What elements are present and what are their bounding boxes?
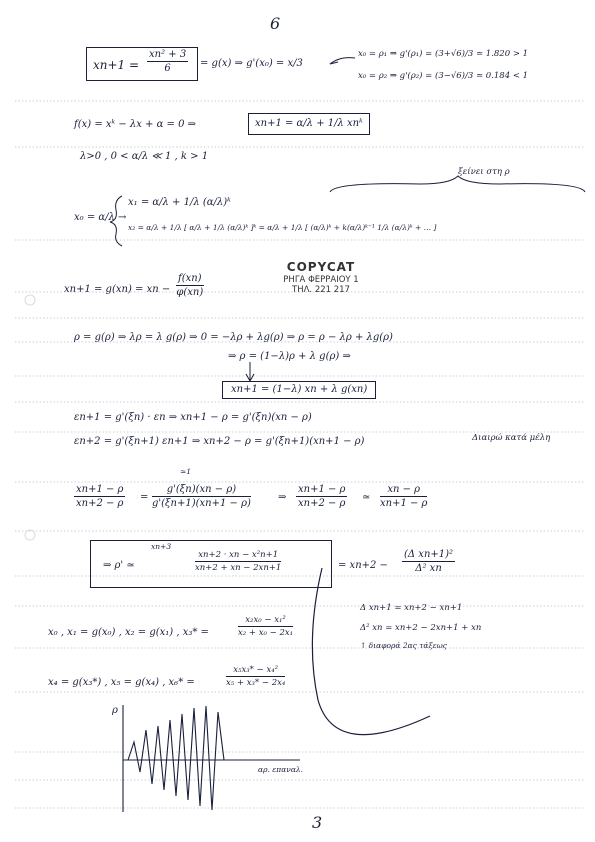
eq-x1: x₁ = α/λ + 1/λ (α/λ)ᵏ [128,197,231,208]
eq-x6-num: x₅x₃* − x₄² [226,666,285,677]
ratio-eq: = [140,492,149,503]
ratio-1-den: xn+2 − ρ [76,498,124,509]
delta-note: ↑ διαφορά 2ας τάξεως [360,641,447,650]
aitken-fraction [195,551,281,572]
approx-one: ≃1 [180,467,192,476]
eq-fx: f(x) = xᵏ − λx + α = 0 ⇒ [74,119,197,130]
eq-relaxation: ⇒ ρ = (1−λ)ρ + λ g(ρ) ⇒ [228,351,351,362]
root-rho2: x₀ = ρ₂ ⇒ g'(ρ₂) = (3−√6)/3 ≃ 0.184 < 1 [358,71,529,81]
eq-x6-star-fraction [226,666,285,687]
eq-x3-den: x₂ + x₀ − 2x₁ [238,627,294,638]
eq-newton-den: φ(xn) [176,287,204,298]
eq-x3-star-fraction [238,616,293,637]
aitken-delta-den: Δ² xn [415,563,442,574]
aitken-delta-fraction [402,550,455,574]
delta-first: Δ xn+1 = xn+2 − xn+1 [360,603,463,613]
boxed-iteration-2: xn+1 = α/λ + 1/λ xnᵏ [248,113,370,135]
graph-y-label: ρ [112,705,118,716]
copycat-stamp [246,260,396,295]
ratio-arrow: ⇒ [278,492,287,503]
eq-lhs: xn+1 = [93,58,140,72]
eq-x6-star-lhs: x₄ = g(x₃*) , x₅ = g(x₄) , x₆* = [48,677,195,688]
aitken-rhs: = xn+2 − [338,560,388,571]
eq-g-derivative: = g(x) ⇒ g'(x₀) = x/3 [200,58,303,69]
eq-fraction [147,50,188,74]
eq-error-2: εn+2 = g'(ξn+1) εn+1 ⇒ xn+2 − ρ = g'(ξn+1)(xn+1 − ρ) [74,436,365,447]
aitken-delta-num: (Δ xn+1)² [404,549,454,560]
ratio-2-num: g'(ξn)(xn − ρ) [152,485,251,497]
eq-error-1: εn+1 = g'(ξn) · εn ⇒ xn+1 − ρ = g'(ξn)(xn − ρ) [74,412,312,423]
stamp-address: ΡΗΓΑ ΦΕΡΡΑΙΟΥ 1 [283,275,359,285]
ratio-4-num: xn − ρ [380,485,427,497]
aitken-num: xn+2 · xn − x²n+1 [195,551,281,562]
boxed-aitken [90,540,332,588]
eq-conditions: λ>0 , 0 < α/λ ≪ 1 , k > 1 [80,151,209,162]
aitken-sup: xn+3 [151,542,172,551]
eq-fixed-point: ρ = g(ρ) ⇒ λρ = λ g(ρ) ⇒ 0 = −λρ + λg(ρ) ⇒ ρ = ρ − λρ + λg(ρ) [74,332,393,343]
graph-x-label: αρ. επαναλ. [258,765,304,774]
page-number-top: 6 [270,14,281,33]
root-rho1: x₀ = ρ₁ ⇒ g'(ρ₁) = (3+√6)/3 ≃ 1.820 > 1 [358,49,529,59]
eq-newton-num: f(xn) [178,273,202,284]
ratio-2 [152,485,251,509]
eq-denominator: 6 [164,63,171,74]
ratio-3-num: xn+1 − ρ [298,484,346,495]
ratio-3 [296,485,347,509]
eq-numerator: xn² + 3 [149,49,187,60]
aitken-den: xn+2 + xn − 2xn+1 [195,562,282,573]
ratio-2-den: g'(ξn+1)(xn+1 − ρ) [152,498,251,509]
stamp-phone: ΤΗΛ. 221 217 [292,285,350,295]
boxed-relaxation: xn+1 = (1−λ) xn + λ g(xn) [222,381,376,399]
eq-newton-lhs: xn+1 = g(xn) = xn − [64,284,171,295]
ratio-4-den: xn+1 − ρ [380,498,428,509]
eq-x6-den: x₅ + x₃* − 2x₄ [226,677,286,688]
aitken-lhs: ⇒ ρ' ≃ [103,560,135,571]
note-converges: ξείνει στη ρ [458,167,510,177]
eq-x0: x₀ = α/λ → [74,212,127,223]
ratio-4 [380,485,427,509]
ratio-3-den: xn+2 − ρ [298,498,346,509]
ratio-approx: ≃ [362,492,371,503]
note-divide: Διαιρώ κατά μέλη [472,433,551,443]
eq-newton-fraction [176,274,204,298]
boxed-iteration-1 [86,47,198,81]
ratio-1 [74,485,125,509]
eq-x2: x₂ = α/λ + 1/λ [ α/λ + 1/λ (α/λ)ᵏ ]ᵏ = α/λ + 1/λ [ (α/λ)ᵏ + k(α/λ)ᵏ⁻¹ 1/λ (α/λ)ᵏ + … ] [128,223,437,232]
page-number-bottom: 3 [312,813,323,832]
eq-x3-num: x₂x₀ − x₁² [238,616,293,627]
eq-x3-star-lhs: x₀ , x₁ = g(x₀) , x₂ = g(x₁) , x₃* = [48,627,209,638]
delta-second: Δ² xn = xn+2 − 2xn+1 + xn [360,623,482,633]
ratio-1-num: xn+1 − ρ [76,484,124,495]
stamp-name: COPYCAT [286,260,356,274]
